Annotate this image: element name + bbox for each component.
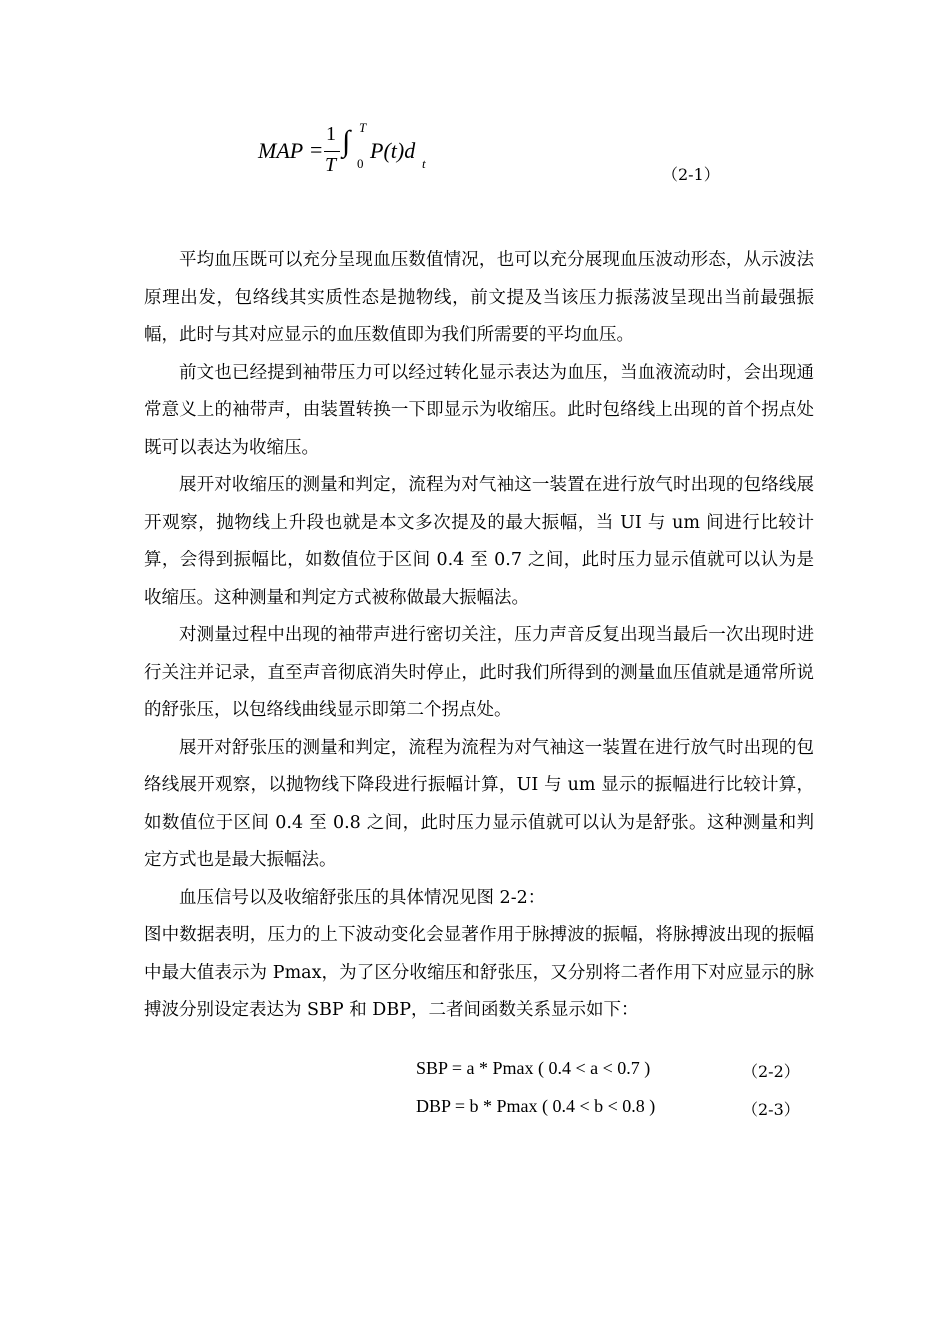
paragraph: 血压信号以及收缩舒张压的具体情况见图 2-2： (179, 887, 546, 908)
integral-sign: ∫ (342, 125, 351, 158)
integral-lower-limit: 0 (357, 156, 364, 171)
paragraph: 展开对收缩压的测量和判定，流程为对气袖这一装置在进行放气时出现的包络线展开观察，抛物线上升段也就是本文多次提及的最大振幅，当 UI 与 um 间进行比较计算，会得到振幅比，如数值位于区间 0.4 至 0.7 之间，此时压力显示值就可以认为是收缩压。这种测量和判定方式被称做最大振幅法。 (144, 475, 814, 608)
dbp-formula: DBP = b * Pmax ( 0.4 < b < 0.8 ) (416, 1096, 656, 1116)
paragraph: 对测量过程中出现的袖带声进行密切关注，压力声音反复出现当最后一次出现时进行关注并记录，直至声音彻底消失时停止，此时我们所得到的测量血压值就是通常所说的舒张压，以包络线曲线显示即第二个拐点处。 (144, 625, 814, 720)
equation-number-2-2: （2-2） (742, 1062, 800, 1081)
equals-sign: = (310, 137, 323, 162)
paragraph: 平均血压既可以充分呈现血压数值情况，也可以充分展现血压波动形态，从示波法原理出发，包络线其实质性态是抛物线，前文提及当该压力振荡波呈现出当前最强振幅，此时与其对应显示的血压数值即为我们所需要的平均血压。 (144, 250, 814, 345)
integrand-subscript: t (422, 156, 426, 171)
sbp-formula: SBP = a * Pmax ( 0.4 < a < 0.7 ) (416, 1058, 651, 1078)
paragraph: 前文也已经提到袖带压力可以经过转化显示表达为血压，当血液流动时，会出现通常意义上的袖带声，由装置转换一下即显示为收缩压。此时包络线上出现的首个拐点处既可以表达为收缩压。 (144, 362, 814, 458)
map-equation (258, 120, 558, 190)
paragraph: 展开对舒张压的测量和判定，流程为流程为对气袖这一装置在进行放气时出现的包络线展开观察，以抛物线下降段进行振幅计算，UI 与 um 显示的振幅进行比较计算，如数值位于区间 0.4 至 0.8 之间，此时压力显示值就可以认为是舒张。这种测量和判定方式也是最大振幅法。 (144, 737, 814, 870)
equation-number-2-3: （2-3） (742, 1100, 800, 1119)
map-lhs: MAP (258, 138, 304, 163)
integral-upper-limit: T (359, 120, 367, 135)
paragraph: 图中数据表明，压力的上下波动变化会显著作用于脉搏波的振幅，将脉搏波出现的振幅中最大值表示为 Pmax，为了区分收缩压和舒张压，又分别将二者作用下对应显示的脉搏波分别设定表达为 SBP 和 DBP，二者间函数关系显示如下： (144, 925, 814, 1020)
fraction-denominator: T (325, 154, 337, 176)
body-text (144, 242, 814, 1030)
integrand: P(t)d (370, 138, 416, 163)
equation-number-2-1: （2-1） (662, 165, 720, 184)
fraction-numerator: 1 (326, 123, 336, 145)
fraction-bar (324, 151, 340, 152)
